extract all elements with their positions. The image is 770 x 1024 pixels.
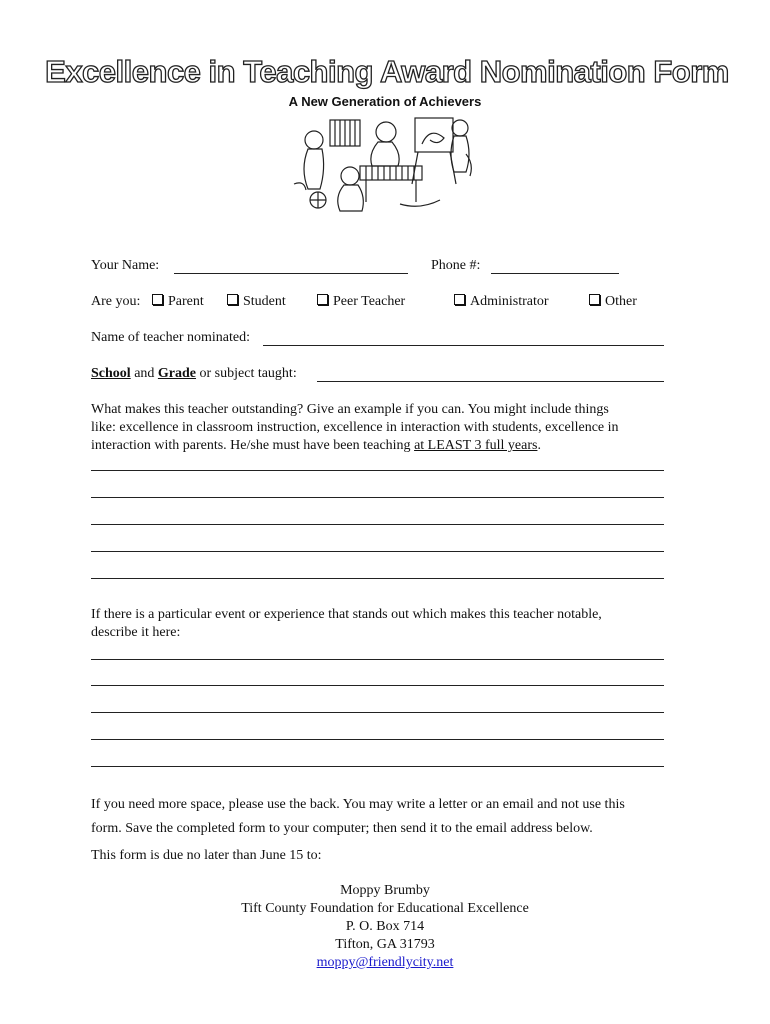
answer-line[interactable] [91,524,664,525]
po-box: P. O. Box 714 [345,919,425,934]
question-outstanding: What makes this teacher outstanding? Give an example if you can. You might include things like: excellence in classroom instruction, excellence in interaction with students, excellence in interaction with parents. He/she must have been teaching at LEAST 3 full years. [91,402,619,453]
your-name-label: Your Name: [91,258,160,273]
answer-line[interactable] [91,712,664,713]
teacher-nominated-label: Name of teacher nominated: [91,330,250,345]
phone-label: Phone #: [431,258,481,273]
option-student[interactable]: Student [227,293,286,311]
form-title-text: Excellence in Teaching Award Nomination Form [45,54,729,89]
option-other[interactable]: Other [589,293,637,311]
organization-name: Tift County Foundation for Educational Excellence [241,901,529,916]
answer-line[interactable] [91,470,664,471]
teacher-nominated-field[interactable] [263,345,664,346]
school-word: School [91,366,131,381]
form-subtitle: A New Generation of Achievers [288,94,482,109]
question-event: If there is a particular event or experience that stands out which makes this teacher notable, describe it here: [91,607,602,640]
mailing-address [0,882,770,972]
grade-word: Grade [157,366,197,381]
are-you-label: Are you: [91,294,141,309]
subject-taught-word: or subject taught: [199,366,297,381]
checkbox-icon[interactable] [152,294,163,305]
role-row [91,293,691,313]
email-link[interactable]: moppy@friendlycity.net [316,955,454,970]
checkbox-icon[interactable] [589,294,600,305]
contact-name: Moppy Brumby [340,883,430,898]
children-illustration [290,114,480,218]
least-3-years-text: at LEAST 3 full years [414,438,538,453]
checkbox-icon[interactable] [317,294,328,305]
due-date-text: This form is due no later than June 15 to: [91,848,322,863]
phone-field[interactable] [491,273,619,274]
answer-line[interactable] [91,578,664,579]
checkbox-icon[interactable] [227,294,238,305]
answer-line[interactable] [91,551,664,552]
option-parent[interactable]: Parent [152,293,204,311]
city-state-zip: Tifton, GA 31793 [335,937,435,952]
answer-line[interactable] [91,766,664,767]
answer-line[interactable] [91,739,664,740]
school-grade-label [91,365,297,383]
answer-line[interactable] [91,497,664,498]
your-name-field[interactable] [174,273,408,274]
school-grade-field[interactable] [317,381,664,382]
instructions: If you need more space, please use the back. You may write a letter or an email and not use this form. Save the completed form to your computer; then send it to the email address below. [91,797,625,836]
and-word: and [134,366,155,381]
option-administrator[interactable]: Administrator [454,293,549,311]
answer-line[interactable] [91,685,664,686]
checkbox-icon[interactable] [454,294,465,305]
answer-line[interactable] [91,659,664,660]
option-peer-teacher[interactable]: Peer Teacher [317,293,405,311]
